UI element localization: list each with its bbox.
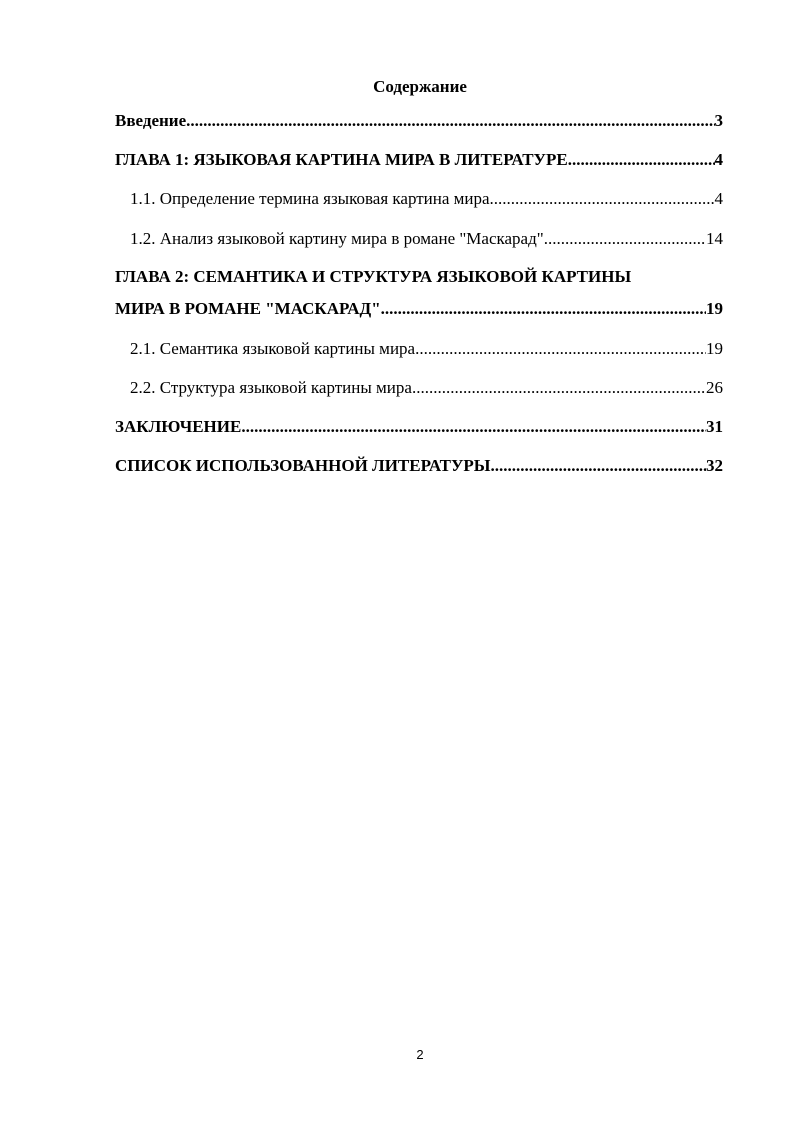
toc-entry-text: ЗАКЛЮЧЕНИЕ bbox=[115, 417, 242, 436]
dot-leader bbox=[412, 377, 706, 399]
toc-entry-page: 19 bbox=[706, 339, 723, 358]
dot-leader bbox=[186, 110, 714, 132]
toc-entry-text: 2.1. Семантика языковой картины мира bbox=[130, 339, 416, 358]
toc-entry-page: 14 bbox=[706, 229, 723, 248]
toc-entry-page: 3 bbox=[714, 111, 723, 130]
toc-entry-page: 19 bbox=[706, 299, 723, 318]
toc-entry-conclusion[interactable] bbox=[115, 416, 723, 438]
toc-title: Содержание bbox=[373, 77, 467, 96]
dot-leader bbox=[568, 149, 715, 171]
toc-entry-page: 26 bbox=[706, 378, 723, 397]
toc-entry-chapter-1[interactable] bbox=[115, 149, 723, 171]
dot-leader bbox=[490, 188, 715, 210]
page-number: 2 bbox=[416, 1047, 424, 1062]
toc-entry-text: 1.1. Определение термина языковая картина мира bbox=[130, 189, 490, 208]
toc-entry-text: Введение bbox=[115, 111, 187, 130]
toc-entry-chapter-2[interactable] bbox=[115, 266, 723, 320]
toc-entry-text-line-1: ГЛАВА 2: СЕМАНТИКА И СТРУКТУРА ЯЗЫКОВОЙ КАРТИНЫ bbox=[115, 267, 632, 286]
toc-entry-text: МИРА В РОМАНЕ "МАСКАРАД" bbox=[115, 299, 381, 318]
toc-entry-page: 32 bbox=[706, 456, 723, 475]
toc-entry-section-2-2[interactable] bbox=[130, 377, 723, 399]
dot-leader bbox=[381, 298, 706, 320]
toc-entry-text: 2.2. Структура языковой картины мира bbox=[130, 378, 412, 397]
dot-leader bbox=[241, 416, 706, 438]
toc-entry-introduction[interactable] bbox=[115, 110, 723, 132]
toc-entry-page: 31 bbox=[706, 417, 723, 436]
toc-entry-section-1-2[interactable] bbox=[130, 228, 723, 250]
toc-entry-section-2-1[interactable] bbox=[130, 338, 723, 360]
toc-entry-text: СПИСОК ИСПОЛЬЗОВАННОЙ ЛИТЕРАТУРЫ bbox=[115, 456, 491, 475]
dot-leader bbox=[415, 338, 706, 360]
toc-entry-bibliography[interactable] bbox=[115, 455, 723, 477]
toc-entry-text: ГЛАВА 1: ЯЗЫКОВАЯ КАРТИНА МИРА В ЛИТЕРАТУРЕ bbox=[115, 150, 568, 169]
toc-entry-page: 4 bbox=[714, 150, 723, 169]
toc-entry-section-1-1[interactable] bbox=[130, 188, 723, 210]
toc-entry-page: 4 bbox=[714, 189, 723, 208]
toc-entry-text: 1.2. Анализ языковой картину мира в романе "Маскарад" bbox=[130, 229, 544, 248]
dot-leader bbox=[491, 455, 707, 477]
dot-leader bbox=[544, 228, 706, 250]
